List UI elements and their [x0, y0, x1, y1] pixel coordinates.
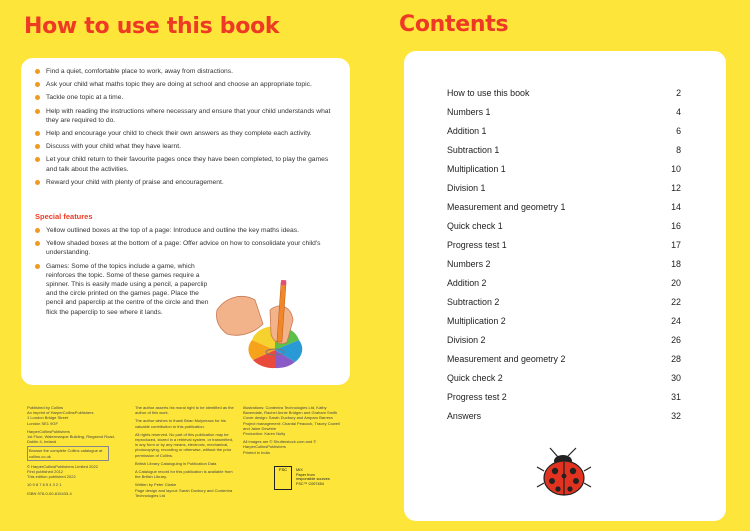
list-item: Discuss with your child what they have learnt.	[35, 142, 340, 151]
table-of-contents	[447, 86, 681, 428]
list-item: Yellow shaded boxes at the bottom of a page: Offer advice on how to consolidate your child's understanding.	[35, 239, 340, 257]
credits-column-1: Published by Collins An imprint of HarperCollinsPublishers 1 London Bridge Street London SE1 9GF HarperCollinsPublishers 1st Floor, Watermarque Building, Ringsend Road, Dublin 4, Ireland Browse the complete Collins catalogue at collins.co.uk © HarperCollinsPublishers Limited 2022 First published 2012 This edition published 2022 10 9 8 7 6 5 4 3 2 1 ISBN 978-0-00-815433-4	[27, 405, 115, 496]
toc-row[interactable]: Multiplication 1 10	[447, 164, 681, 174]
toc-row[interactable]: Progress test 2 31	[447, 392, 681, 402]
toc-row[interactable]: Numbers 2 18	[447, 259, 681, 269]
toc-row[interactable]: Measurement and geometry 1 14	[447, 202, 681, 212]
page-title-contents: Contents	[399, 12, 509, 37]
credits-column-2: The author asserts his moral right to be identified as the author of this work. The author wishes to thank Brian Molyneaux for his valuable contribution to this publication. All rights reserved. No part of this publication may be reproduced, stored in a retrieval system, or transmitted, in any form or by any means, electronic, mechanical, photocopying, recording or otherwise, without the prior permission of Collins. British Library Cataloguing in Publication Data A Catalogue record for this publication is available from the British Library. Written by Peter Clarke Page design and layout: Sarah Duxbury and Contentra Technologies Ltd	[135, 405, 234, 498]
catalogue-box: Browse the complete Collins catalogue at collins.co.uk	[27, 446, 109, 460]
bullet-dot-icon	[35, 95, 40, 100]
credits-column-3: Illustrations: Contentra Technologies Ltd, Kathy Baxendale, Rachel Annie Bridgen and Graham Smith Cover design: Sarah Duxbury and Amparo Barrera Project management: Chantal Peacock, Tracey Cowell and Jaine Dewhire Production: Karen Nulty All images are © Shutterstock.com and © HarperCollinsPublishers Printed in India	[243, 405, 340, 455]
bullet-dot-icon	[35, 241, 40, 246]
list-item: Ask your child what maths topic they are doing at school and choose an appropriate topic.	[35, 80, 340, 89]
list-item: Tackle one topic at a time.	[35, 93, 340, 102]
toc-row[interactable]: Subtraction 2 22	[447, 297, 681, 307]
toc-row[interactable]: Addition 2 20	[447, 278, 681, 288]
toc-row[interactable]: Quick check 2 30	[447, 373, 681, 383]
toc-row[interactable]: Quick check 1 16	[447, 221, 681, 231]
toc-row[interactable]: Division 1 12	[447, 183, 681, 193]
hand-left	[216, 296, 263, 335]
list-item: Games: Some of the topics include a game, which reinforces the topic. Some of these games require a spinner. This is easily made using a pencil, a paperclip and the circle printed on the games page. Place the pencil and paperclip at the centre of the circle and then flick the paperclip to see where it lands.	[35, 262, 216, 317]
list-item: Help with reading the instructions where necessary and ensure that your child understands what they are required to do.	[35, 107, 340, 125]
bullet-dot-icon	[35, 144, 40, 149]
toc-row[interactable]: Answers 32	[447, 411, 681, 421]
fsc-text: MIX Paper from responsible sources FSC™ C007454	[296, 468, 330, 486]
instructions-card	[21, 58, 350, 385]
bullet-dot-icon	[35, 69, 40, 74]
bullet-dot-icon	[35, 180, 40, 185]
page-title-how-to-use: How to use this book	[24, 14, 280, 39]
ladybird-icon	[536, 447, 592, 499]
list-item: Find a quiet, comfortable place to work, away from distractions.	[35, 67, 340, 76]
toc-row[interactable]: How to use this book 2	[447, 88, 681, 98]
toc-row[interactable]: Numbers 1 4	[447, 107, 681, 117]
bullet-dot-icon	[35, 109, 40, 114]
special-features-heading: Special features	[35, 212, 93, 221]
list-item: Yellow outlined boxes at the top of a page: Introduce and outline the key maths ideas.	[35, 226, 340, 235]
toc-row[interactable]: Addition 1 6	[447, 126, 681, 136]
fsc-logo: FSC	[274, 466, 292, 490]
toc-row[interactable]: Multiplication 2 24	[447, 316, 681, 326]
spinner-illustration	[215, 280, 330, 375]
toc-row[interactable]: Measurement and geometry 2 28	[447, 354, 681, 364]
bullet-dot-icon	[35, 131, 40, 136]
toc-row[interactable]: Progress test 1 17	[447, 240, 681, 250]
toc-row[interactable]: Subtraction 1 8	[447, 145, 681, 155]
list-item: Help and encourage your child to check their own answers as they complete each activity.	[35, 129, 340, 138]
list-item: Let your child return to their favourite pages once they have been completed, to play the games and talk about the activities.	[35, 155, 340, 173]
instructions-list	[35, 67, 340, 191]
list-item: Reward your child with plenty of praise and encouragement.	[35, 178, 340, 187]
bullet-dot-icon	[35, 228, 40, 233]
toc-row[interactable]: Division 2 26	[447, 335, 681, 345]
bullet-dot-icon	[35, 157, 40, 162]
bullet-dot-icon	[35, 264, 40, 269]
bullet-dot-icon	[35, 82, 40, 87]
